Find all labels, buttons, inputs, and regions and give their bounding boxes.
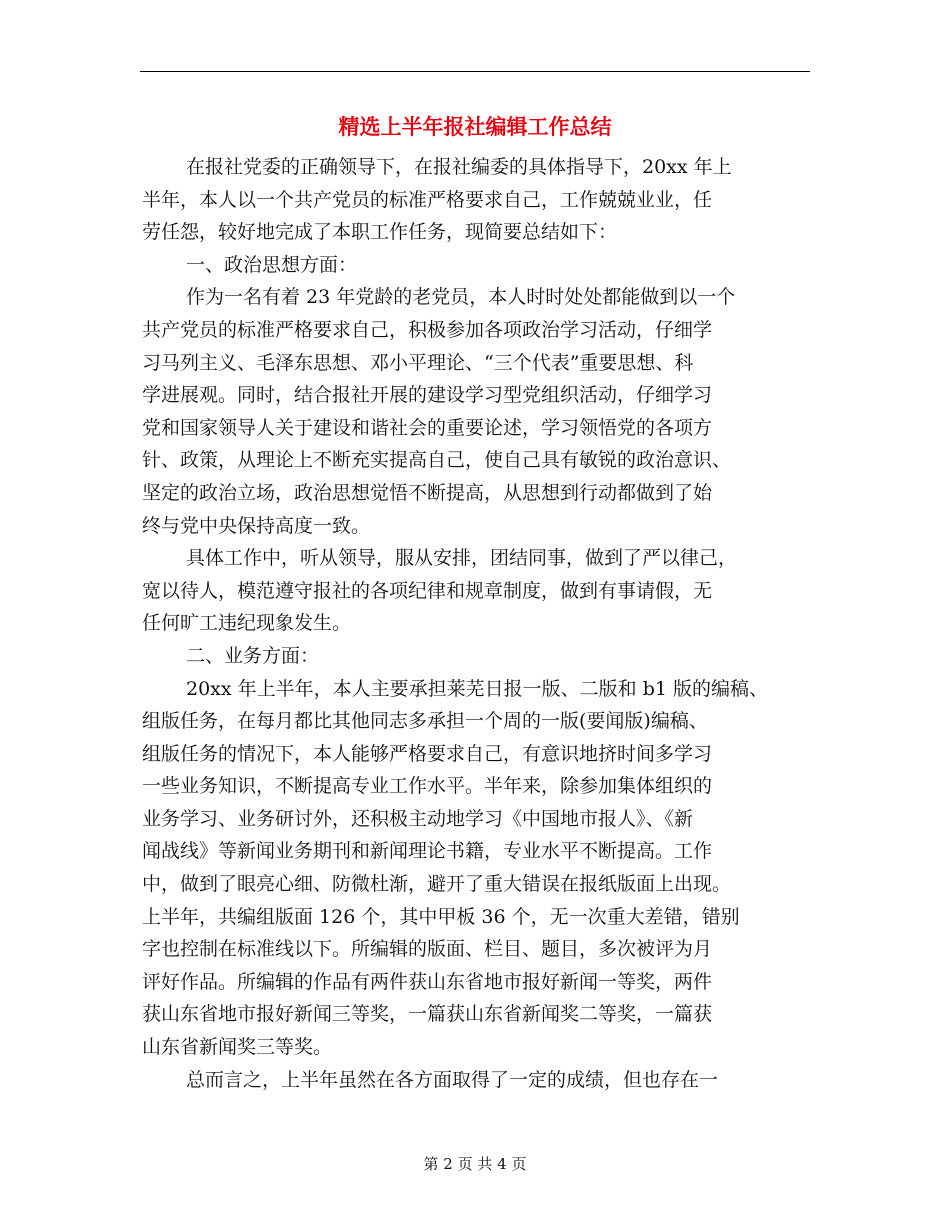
paragraph-line: 业务学习、业务研讨外，还积极主动地学习《中国地市报人》、《新	[142, 807, 694, 830]
paragraph-line: 闻战线》等新闻业务期刊和新闻理论书籍，专业水平不断提高。工作	[142, 840, 713, 863]
section-heading: 一、政治思想方面：	[186, 253, 358, 276]
paragraph-line: 作为一名有着 23 年党龄的老党员，本人时时处处都能做到以一个	[186, 286, 736, 309]
paragraph-line: 任何旷工违纪现象发生。	[142, 612, 352, 635]
paragraph-line: 组版任务的情况下，本人能够严格要求自己，有意识地挤时间多学习	[142, 742, 713, 765]
paragraph-line: 终与党中央保持高度一致。	[142, 514, 371, 537]
paragraph-line: 学进展观。同时，结合报社开展的建设学习型党组织活动，仔细学习	[142, 384, 713, 407]
paragraph-line: 20xx 年上半年，本人主要承担莱芜日报一版、二版和 b1 版的编稿、	[186, 677, 768, 700]
section-heading: 二、业务方面：	[186, 644, 320, 667]
page-footer: 第 2 页 共 4 页	[423, 1155, 527, 1173]
paragraph-line: 习马列主义、毛泽东思想、邓小平理论、“三个代表”重要思想、科	[142, 351, 694, 374]
paragraph-line: 组版任务，在每月都比其他同志多承担一个周的一版(要闻版)编稿、	[142, 710, 708, 733]
paragraph-line: 宽以待人，模范遵守报社的各项纪律和规章制度，做到有事请假，无	[142, 579, 713, 602]
paragraph-line: 上半年，共编组版面 126 个，其中甲板 36 个，无一次重大差错，错别	[142, 905, 740, 928]
header-rule	[140, 71, 810, 72]
paragraph-line: 一些业务知识，不断提高专业工作水平。半年来，除参加集体组织的	[142, 775, 713, 798]
paragraph-line: 共产党员的标准严格要求自己，积极参加各项政治学习活动，仔细学	[142, 318, 713, 341]
paragraph-line: 中，做到了眼亮心细、防微杜渐，避开了重大错误在报纸版面上出现。	[142, 873, 732, 896]
paragraph-line: 获山东省地市报好新闻三等奖，一篇获山东省新闻奖二等奖，一篇获	[142, 1003, 713, 1026]
paragraph-line: 坚定的政治立场，政治思想觉悟不断提高，从思想到行动都做到了始	[142, 481, 713, 504]
paragraph-line: 在报社党委的正确领导下，在报社编委的具体指导下，20xx 年上	[186, 156, 732, 178]
paragraph-line: 具体工作中，听从领导，服从安排，团结同事，做到了严以律己，	[186, 547, 738, 570]
paragraph-line: 山东省新闻奖三等奖。	[142, 1036, 333, 1059]
paragraph-line: 针、政策，从理论上不断充实提高自己，使自己具有敏锐的政治意识、	[142, 449, 732, 472]
paragraph-line: 半年，本人以一个共产党员的标准严格要求自己，工作兢兢业业，任	[142, 188, 713, 211]
paragraph-line: 总而言之，上半年虽然在各方面取得了一定的成绩，但也存在一	[186, 1068, 719, 1091]
document-body	[142, 151, 832, 1096]
paragraph-line: 字也控制在标准线以下。所编辑的版面、栏目、题目，多次被评为月	[142, 938, 713, 961]
paragraph-line: 劳任怨，较好地完成了本职工作任务，现简要总结如下：	[142, 221, 618, 244]
paragraph-line: 评好作品。所编辑的作品有两件获山东省地市报好新闻一等奖，两件	[142, 970, 713, 993]
paragraph-line: 党和国家领导人关于建设和谐社会的重要论述，学习领悟党的各项方	[142, 416, 713, 439]
document-title: 精选上半年报社编辑工作总结	[338, 114, 612, 139]
